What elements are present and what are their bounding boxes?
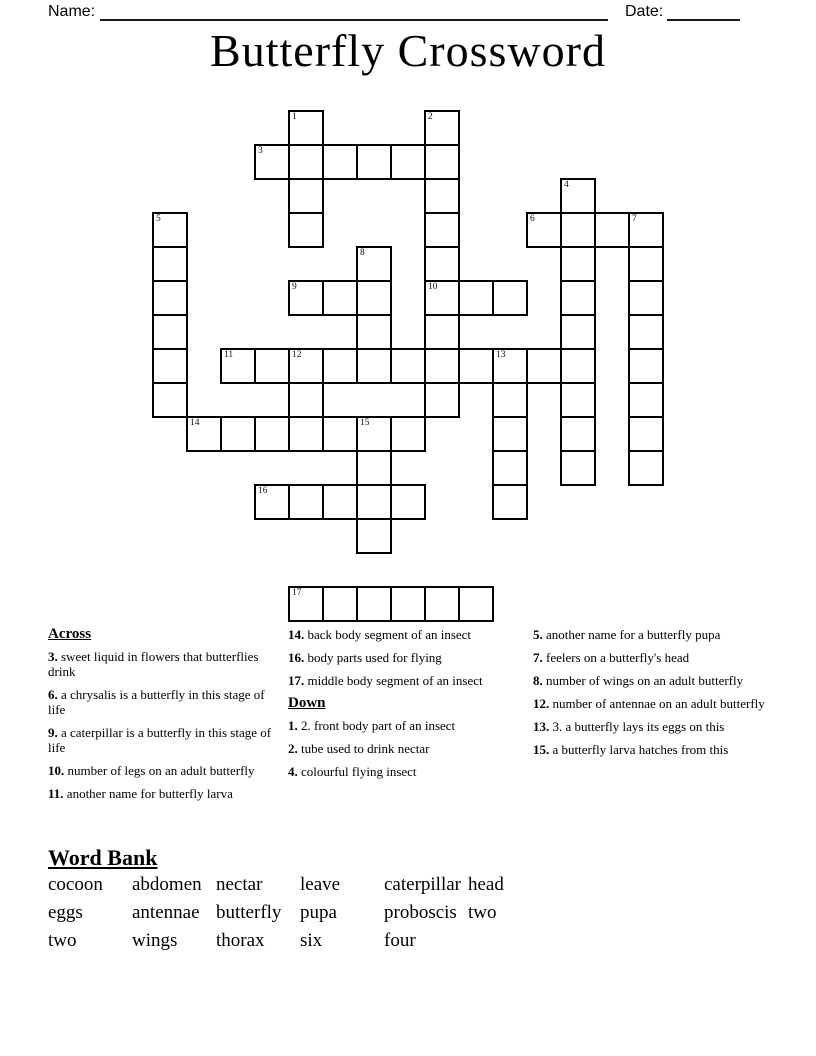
word-bank-word: pupa (300, 902, 337, 923)
date-input-line[interactable] (667, 1, 740, 21)
grid-cell[interactable] (458, 280, 494, 316)
grid-cell[interactable] (424, 178, 460, 214)
clue-number: 16. (288, 650, 305, 665)
grid-cell-10[interactable] (424, 280, 460, 316)
clue-item: 9. a caterpillar is a butterfly in this stage of life (48, 725, 272, 755)
word-bank-word: cocoon (48, 874, 103, 895)
grid-cell[interactable] (594, 212, 630, 248)
cell-number: 7 (632, 214, 637, 224)
clue-item: 16. body parts used for flying (288, 650, 442, 665)
grid-cell[interactable] (322, 280, 358, 316)
cell-number: 4 (564, 180, 569, 190)
grid-cell[interactable] (254, 348, 290, 384)
grid-cell[interactable] (628, 382, 664, 418)
grid-cell[interactable] (152, 280, 188, 316)
grid-cell-16[interactable] (254, 484, 290, 520)
cell-number: 12 (292, 350, 302, 360)
grid-cell[interactable] (152, 382, 188, 418)
clue-number: 2. (288, 741, 298, 756)
clue-number: 13. (533, 719, 550, 734)
grid-cell[interactable] (492, 382, 528, 418)
grid-cell[interactable] (560, 382, 596, 418)
word-bank-word: four (384, 930, 416, 951)
cell-number: 1 (292, 112, 297, 122)
grid-cell[interactable] (628, 348, 664, 384)
clue-number: 15. (533, 742, 550, 757)
word-bank-word: leave (300, 874, 341, 895)
grid-cell-15[interactable] (356, 416, 392, 452)
grid-cell-3[interactable] (254, 144, 290, 180)
clue-item: 15. a butterfly larva hatches from this (533, 742, 729, 757)
clue-item: 14. back body segment of an insect (288, 627, 472, 642)
name-label: Name: (48, 3, 96, 20)
clue-number: 11. (48, 786, 64, 801)
word-bank-word: caterpillar (384, 874, 462, 895)
grid-cell[interactable] (288, 212, 324, 248)
grid-cell[interactable] (322, 586, 358, 622)
grid-cell[interactable] (152, 314, 188, 350)
grid-cell[interactable] (356, 348, 392, 384)
word-bank-word: nectar (216, 874, 263, 895)
word-bank-word: head (468, 874, 504, 895)
grid-cell[interactable] (254, 416, 290, 452)
clue-number: 8. (533, 673, 543, 688)
grid-cell[interactable] (492, 416, 528, 452)
grid-cell[interactable] (492, 484, 528, 520)
clue-heading-down: Down (288, 695, 326, 711)
clue-item: 3. sweet liquid in flowers that butterflies drink (48, 649, 259, 679)
cell-number: 5 (156, 214, 161, 224)
cell-number: 3 (258, 146, 263, 156)
grid-cell[interactable] (628, 246, 664, 282)
grid-cell[interactable] (560, 348, 596, 384)
clue-number: 7. (533, 650, 543, 665)
grid-cell[interactable] (628, 314, 664, 350)
grid-cell-8[interactable] (356, 246, 392, 282)
grid-cell-9[interactable] (288, 280, 324, 316)
clue-item: 6. a chrysalis is a butterfly in this stage of life (48, 687, 265, 717)
grid-cell[interactable] (458, 586, 494, 622)
grid-cell[interactable] (628, 450, 664, 486)
word-bank-word: eggs (48, 902, 83, 923)
grid-cell[interactable] (424, 586, 460, 622)
grid-cell[interactable] (390, 586, 426, 622)
grid-cell[interactable] (288, 382, 324, 418)
grid-cell[interactable] (390, 416, 426, 452)
word-bank-word: butterfly (216, 902, 282, 923)
cell-number: 10 (428, 282, 438, 292)
grid-cell[interactable] (492, 280, 528, 316)
date-label: Date: (625, 3, 664, 20)
grid-cell[interactable] (560, 212, 596, 248)
grid-cell[interactable] (356, 518, 392, 554)
clue-number: 17. (288, 673, 305, 688)
grid-cell[interactable] (152, 348, 188, 384)
clue-number: 12. (533, 696, 550, 711)
grid-cell[interactable] (356, 314, 392, 350)
grid-cell[interactable] (390, 144, 426, 180)
grid-cell[interactable] (288, 484, 324, 520)
grid-cell[interactable] (424, 144, 460, 180)
clue-number: 14. (288, 627, 305, 642)
grid-cell[interactable] (390, 348, 426, 384)
grid-cell[interactable] (560, 450, 596, 486)
grid-cell-1[interactable] (288, 110, 324, 146)
cell-number: 16 (258, 486, 268, 496)
grid-cell[interactable] (288, 144, 324, 180)
cell-number: 2 (428, 112, 433, 122)
word-bank-word: two (468, 902, 497, 923)
grid-cell[interactable] (390, 484, 426, 520)
grid-cell-14[interactable] (186, 416, 222, 452)
grid-cell[interactable] (560, 280, 596, 316)
grid-cell-6[interactable] (526, 212, 562, 248)
grid-cell[interactable] (560, 246, 596, 282)
cell-number: 14 (190, 418, 200, 428)
clue-item: 5. another name for a butterfly pupa (533, 627, 721, 642)
cell-number: 6 (530, 214, 535, 224)
clue-item: 17. middle body segment of an insect (288, 673, 483, 688)
grid-cell[interactable] (560, 314, 596, 350)
page-title: Butterfly Crossword (210, 25, 606, 76)
word-bank-word: wings (132, 930, 178, 951)
grid-cell[interactable] (356, 280, 392, 316)
clue-number: 10. (48, 763, 65, 778)
word-bank-word: proboscis (384, 902, 457, 923)
grid-cell[interactable] (152, 246, 188, 282)
grid-cell[interactable] (424, 246, 460, 282)
clue-column-middle (288, 627, 520, 787)
word-bank-word: thorax (216, 930, 265, 951)
word-bank-word: antennae (132, 902, 200, 923)
grid-cell[interactable] (560, 416, 596, 452)
grid-cell-7[interactable] (628, 212, 664, 248)
cell-number: 9 (292, 282, 297, 292)
grid-cell-17[interactable] (288, 586, 324, 622)
grid-cell[interactable] (356, 484, 392, 520)
clue-item: 11. another name for butterfly larva (48, 786, 233, 801)
grid-cell[interactable] (322, 348, 358, 384)
grid-cell[interactable] (220, 416, 256, 452)
grid-cell[interactable] (424, 382, 460, 418)
clue-item: 12. number of antennae on an adult butterfly (533, 696, 765, 711)
grid-cell[interactable] (356, 450, 392, 486)
grid-cell[interactable] (322, 416, 358, 452)
clue-item: 10. number of legs on an adult butterfly (48, 763, 255, 778)
clue-number: 5. (533, 627, 543, 642)
clue-item: 8. number of wings on an adult butterfly (533, 673, 744, 688)
grid-cell-5[interactable] (152, 212, 188, 248)
cell-number: 13 (496, 350, 506, 360)
grid-cell-11[interactable] (220, 348, 256, 384)
grid-cell[interactable] (424, 348, 460, 384)
grid-cell-2[interactable] (424, 110, 460, 146)
grid-cell[interactable] (424, 212, 460, 248)
clue-item: 4. colourful flying insect (288, 764, 417, 779)
clue-number: 9. (48, 725, 58, 740)
clue-item: 2. tube used to drink nectar (288, 741, 430, 756)
word-bank-word: two (48, 930, 77, 951)
grid-cell-13[interactable] (492, 348, 528, 384)
clue-column-across (48, 627, 276, 809)
grid-cell[interactable] (356, 586, 392, 622)
word-bank-word: six (300, 930, 323, 951)
clue-number: 1. (288, 718, 298, 733)
clue-column-right (533, 627, 765, 765)
clue-number: 6. (48, 687, 58, 702)
grid-cell[interactable] (628, 280, 664, 316)
grid-cell[interactable] (492, 450, 528, 486)
clue-item: 7. feelers on a butterfly's head (533, 650, 690, 665)
grid-cell[interactable] (628, 416, 664, 452)
grid-cell[interactable] (424, 314, 460, 350)
grid-cell[interactable] (288, 416, 324, 452)
grid-cell[interactable] (322, 484, 358, 520)
grid-cell[interactable] (458, 348, 494, 384)
clue-heading-across: Across (48, 626, 92, 642)
cell-number: 15 (360, 418, 370, 428)
word-bank-heading: Word Bank (48, 845, 158, 870)
grid-cell[interactable] (356, 144, 392, 180)
clue-number: 4. (288, 764, 298, 779)
grid-cell-12[interactable] (288, 348, 324, 384)
clue-item: 13. 3. a butterfly lays its eggs on this (533, 719, 725, 734)
cell-number: 17 (292, 588, 302, 598)
grid-cell[interactable] (288, 178, 324, 214)
clue-item: 1. 2. front body part of an insect (288, 718, 456, 733)
name-input-line[interactable] (100, 1, 608, 21)
cell-number: 8 (360, 248, 365, 258)
word-bank-word: abdomen (132, 874, 202, 895)
cell-number: 11 (224, 350, 234, 360)
grid-cell[interactable] (322, 144, 358, 180)
grid-cell-4[interactable] (560, 178, 596, 214)
grid-cell[interactable] (526, 348, 562, 384)
word-bank-list (48, 874, 768, 952)
crossword-grid (152, 110, 666, 624)
clue-number: 3. (48, 649, 58, 664)
